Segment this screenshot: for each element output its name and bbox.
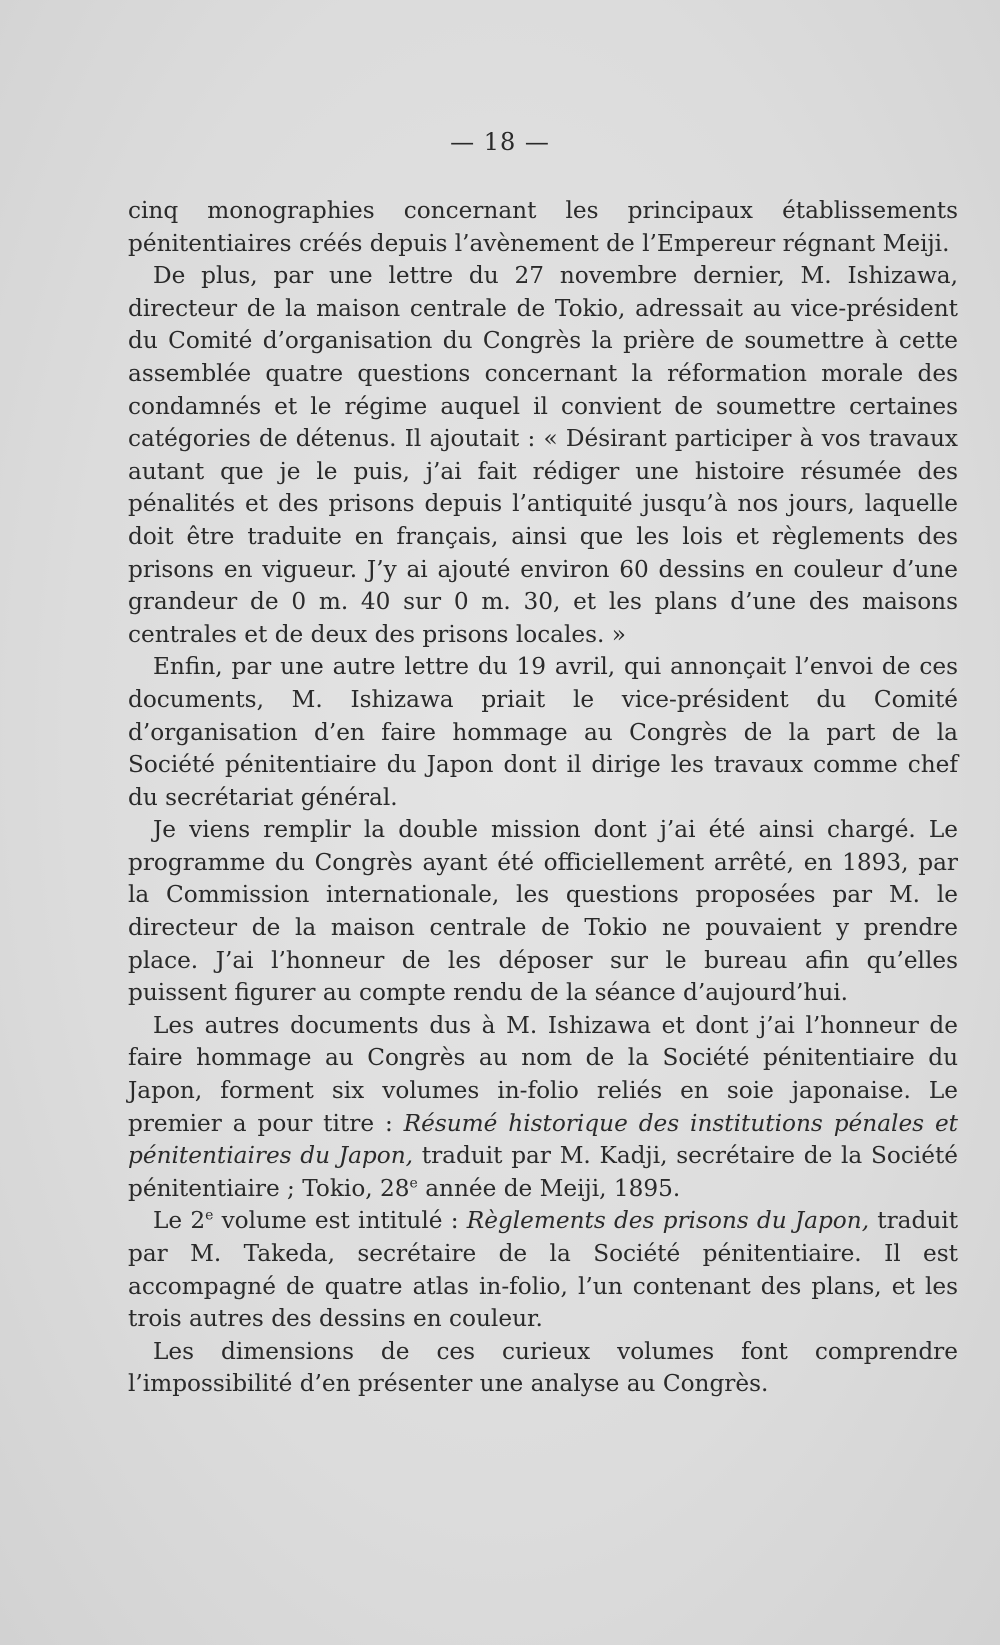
paragraph-5-text-a: Les autres documents dus à M. Ishizawa et dont j’ai l’honneur de faire hommage au Congrès au nom de la Société pénitentiaire du Japon, forment six volumes in-folio reliés en soie japonaise. Le premier a pour titre : xyxy=(128,1011,958,1137)
paragraph-5-text-c: année de Meiji, 1895. xyxy=(417,1174,681,1202)
paragraph-4: Je viens remplir la double mission dont j’ai été ainsi chargé. Le programme du Congrès ayant été officiellement arrêté, en 1893, par la Commission internationale, les questions proposées par M. le directeur de la maison centrale de Tokio ne pouvaient y prendre place. J’ai l’honneur de les déposer sur le bureau afin qu’elles puissent figurer au compte rendu de la séance d’aujourd’hui. xyxy=(128,816,958,1007)
paragraph-3: Enfin, par une autre lettre du 19 avril, qui annonçait l’envoi de ces documents, M. Ishizawa priait le vice-président du Comité d’organisation d’en faire hommage au Congrès de la part de la Société pénitentiaire du Japon dont il dirige les travaux comme chef du secrétariat général. xyxy=(128,653,958,811)
paragraph-6-text-a: Le 2 xyxy=(153,1207,206,1235)
text-body xyxy=(128,195,958,1401)
paragraph-2: De plus, par une lettre du 27 novembre dernier, M. Ishizawa, directeur de la maison centrale de Tokio, adressait au vice-président du Comité d’organisation du Congrès la prière de soumettre à cette assemblée quatre questions concernant la réformation morale des condamnés et le régime auquel il convient de soumettre certaines catégories de détenus. Il ajoutait : « Désirant participer à vos travaux autant que je le puis, j’ai fait rédiger une histoire résumée des pénalités et des prisons depuis l’antiquité jusqu’à nos jours, laquelle doit être traduite en français, ainsi que les lois et règlements des prisons en vigueur. J’y ai ajouté environ 60 dessins en couleur d’une grandeur de 0 m. 40 sur 0 m. 30, et les plans d’une des maisons centrales et de deux des prisons locales. » xyxy=(128,262,958,648)
paragraph-6 xyxy=(128,1205,958,1335)
superscript-e: e xyxy=(409,1175,418,1192)
paragraph-5 xyxy=(128,1010,958,1206)
paragraph-6-text-b: volume est intitulé : xyxy=(213,1207,467,1235)
page-number: — 18 — xyxy=(450,128,550,156)
superscript-e: e xyxy=(205,1207,214,1224)
paragraph-1: cinq monographies concernant les principaux établissements pénitentiaires créés depuis l’avènement de l’Empereur régnant Meiji. xyxy=(128,197,958,257)
paragraph-5-text-b: traduit par M. Kadji, secrétaire de la Société pénitentiaire ; Tokio, 28 xyxy=(128,1142,958,1202)
book-title-reglements: Règlements des prisons du Japon, xyxy=(466,1207,870,1235)
paragraph-6-text-c: traduit par M. Takeda, secrétaire de la Société pénitentiaire. Il est accompagné de quatre atlas in-folio, l’un contenant des plans, et les trois autres des dessins en couleur. xyxy=(128,1207,959,1333)
book-title-resume: Résumé historique des institutions pénales et pénitentiaires du Japon, xyxy=(128,1109,959,1170)
paragraph-7: Les dimensions de ces curieux volumes font comprendre l’impossibilité d’en présenter une analyse au Congrès. xyxy=(128,1337,958,1398)
